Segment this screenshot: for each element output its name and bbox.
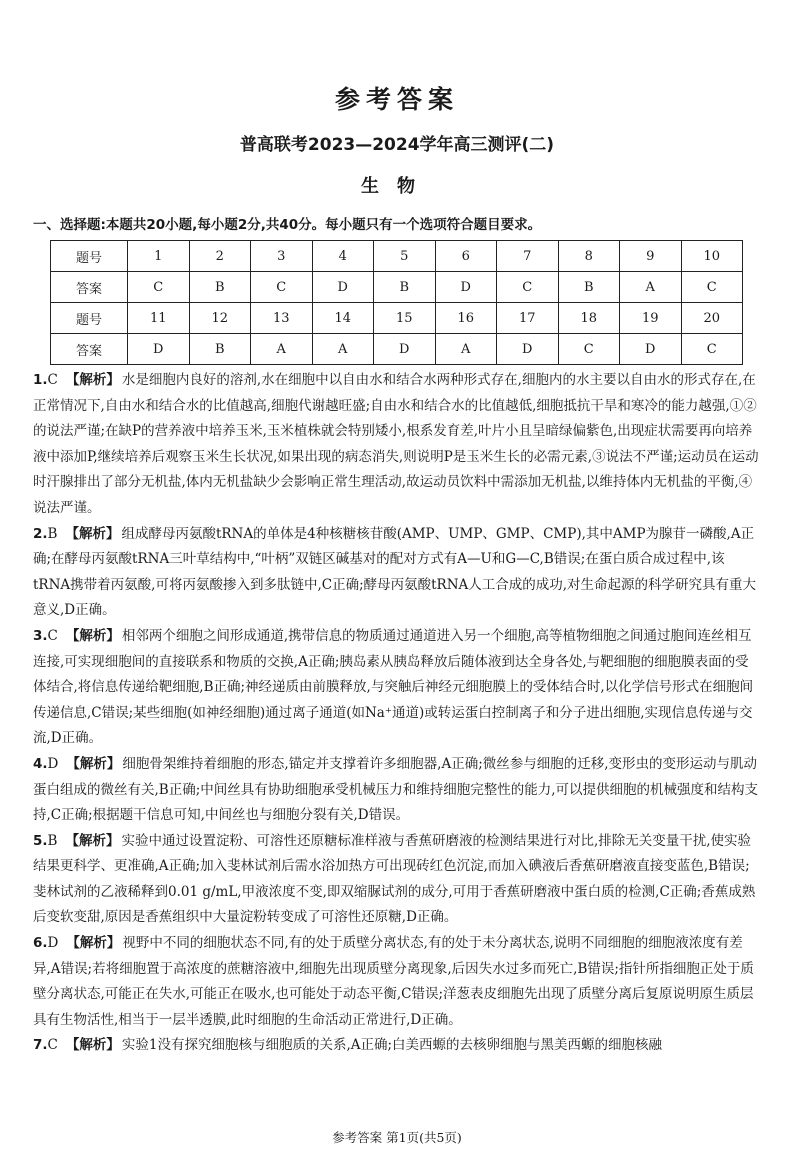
explanation-item (33, 1033, 761, 1059)
row-label: 答案 (51, 272, 128, 303)
answer-letter: D (47, 935, 59, 952)
analysis-tag: 【解析】 (65, 372, 120, 388)
table-cell: B (189, 334, 251, 365)
table-cell: C (251, 272, 313, 303)
question-number: 3. (33, 627, 48, 644)
table-cell: D (374, 334, 436, 365)
table-cell: 13 (251, 303, 313, 334)
answer-letter: B (47, 525, 58, 542)
analysis-tag: 【解析】 (65, 525, 120, 542)
explanation-item (33, 931, 761, 1033)
table-cell: C (497, 272, 559, 303)
table-cell: A (312, 334, 374, 365)
table-cell: C (681, 272, 743, 303)
explanation-text: 视野中不同的细胞状态不同,有的处于质壁分离状态,有的处于未分离状态,说明不同细胞的细胞液浓度有差异,A错误;若将细胞置于高浓度的蔗糖溶液中,细胞先出现质壁分离现象,后因失水过多而死亡,B错误;指针所指细胞正处于质壁分离状态,可能正在失水,可能正在吸水,也可能处于动态平衡,C错误;洋葱表皮细胞先出现了质壁分离后复原说明原生质层具有生物活性,相当于一层半透膜,此时细胞的生命活动正常进行,D正确。 (33, 935, 754, 1028)
table-row (51, 241, 743, 272)
table-cell: B (558, 272, 620, 303)
table-cell: D (620, 334, 682, 365)
table-cell: A (251, 334, 313, 365)
table-cell: C (681, 334, 743, 365)
table-cell: 2 (189, 241, 251, 272)
table-cell: 3 (251, 241, 313, 272)
explanation-item (33, 752, 761, 829)
question-number: 5. (33, 832, 48, 849)
analysis-tag: 【解析】 (66, 755, 121, 772)
answer-letter: C (47, 627, 58, 644)
explanation-text: 细胞骨架维持着细胞的形态,锚定并支撑着许多细胞器,A正确;微丝参与细胞的迁移,变形虫的变形运动与肌动蛋白组成的微丝有关,B正确;中间丝具有协助细胞承受机械压力和维持细胞完整性的能力,可以提供细胞的机械强度和结构支持,C正确;根据题干信息可知,中间丝也与细胞分裂有关,D错误。 (33, 755, 759, 824)
answer-letter: C (47, 1037, 58, 1054)
table-row (51, 303, 743, 334)
analysis-tag: 【解析】 (65, 627, 120, 644)
table-cell: 11 (128, 303, 190, 334)
explanations (33, 368, 761, 1059)
table-cell: 19 (620, 303, 682, 334)
analysis-tag: 【解析】 (65, 1037, 120, 1054)
table-cell: 1 (128, 241, 190, 272)
table-cell: 15 (374, 303, 436, 334)
table-row (51, 334, 743, 365)
table-cell: 9 (620, 241, 682, 272)
table-cell: 14 (312, 303, 374, 334)
analysis-tag: 【解析】 (65, 832, 120, 849)
table-cell: 17 (497, 303, 559, 334)
table-cell: 5 (374, 241, 436, 272)
answer-table (50, 240, 743, 365)
table-cell: 4 (312, 241, 374, 272)
table-cell: C (128, 272, 190, 303)
explanation-item (33, 829, 761, 931)
subject-title: 生物 (361, 176, 433, 197)
page-title: 参考答案 (334, 85, 459, 114)
analysis-tag: 【解析】 (66, 935, 121, 952)
answer-letter: C (47, 372, 58, 388)
table-cell: A (620, 272, 682, 303)
explanation-text: 实验中通过设置淀粉、可溶性还原糖标准样液与香蕉研磨液的检测结果进行对比,排除无关变量干扰,使实验结果更科学、更准确,A正确;加入斐林试剂后需水浴加热方可出现砖红色沉淀,而加入碘液后香蕉研磨液直接变蓝色,B错误;斐林试剂的乙液稀释到0.01 g/mL,甲液浓度不变,即双缩脲试剂的成分,可用于香蕉研磨液中蛋白质的检测,C正确;香蕉成熟后变软变甜,原因是香蕉组织中大量淀粉转变成了可溶性还原糖,D正确。 (33, 832, 756, 926)
table-cell: D (312, 272, 374, 303)
question-number: 4. (33, 755, 48, 772)
explanation-text: 相邻两个细胞之间形成通道,携带信息的物质通过通道进入另一个细胞,高等植物细胞之间通过胞间连丝相互连接,可实现细胞间的直接联系和物质的交换,A正确;胰岛素从胰岛释放后随体液到达全身各处,与靶细胞的细胞膜表面的受体结合,将信息传递给靶细胞,B正确;神经递质由前膜释放,与突触后神经元细胞膜上的受体结合时,以化学信号形式在细胞间传递信息,C错误;某些细胞(如神经细胞)通过离子通道(如Na⁺通道)或转运蛋白控制离子和分子进出细胞,实现信息传递与交流,D正确。 (33, 627, 754, 747)
explanation-item (33, 522, 761, 624)
table-cell: C (558, 334, 620, 365)
table-cell: D (497, 334, 559, 365)
table-cell: 12 (189, 303, 251, 334)
table-cell: 7 (497, 241, 559, 272)
answer-letter: D (47, 755, 59, 772)
table-row (51, 272, 743, 303)
row-label: 题号 (51, 241, 128, 272)
table-cell: 6 (435, 241, 497, 272)
answer-letter: B (47, 832, 58, 849)
table-cell: D (128, 334, 190, 365)
section-heading: 一、选择题:本题共20小题,每小题2分,共40分。每小题只有一个选项符合题目要求。 (33, 217, 542, 233)
question-number: 7. (33, 1037, 48, 1054)
question-number: 1. (33, 372, 48, 388)
table-cell: 18 (558, 303, 620, 334)
question-number: 2. (33, 525, 48, 542)
table-cell: 16 (435, 303, 497, 334)
table-cell: D (435, 272, 497, 303)
explanation-text: 实验1没有探究细胞核与细胞质的关系,A正确;白美西螈的去核卵细胞与黑美西螈的细胞核融 (121, 1037, 663, 1054)
table-cell: 8 (558, 241, 620, 272)
explanation-text: 组成酵母丙氨酸tRNA的单体是4种核糖核苷酸(AMP、UMP、GMP、CMP),其中AMP为腺苷一磷酸,A正确;在酵母丙氨酸tRNA三叶草结构中,“叶柄”双链区碱基对的配对方式有A—U和G—C,B错误;在蛋白质合成过程中,该tRNA携带着丙氨酸,可将丙氨酸掺入到多肽链中,C正确;酵母丙氨酸tRNA人工合成的成功,对生命起源的科学研究具有重大意义,D正确。 (33, 525, 757, 619)
explanation-text: 水是细胞内良好的溶剂,水在细胞中以自由水和结合水两种形式存在,细胞内的水主要以自由水的形式存在,在正常情况下,自由水和结合水的比值越高,细胞代谢越旺盛;自由水和结合水的比值越低,细胞抵抗干旱和寒冷的能力越强,①②的说法严谨;在缺P的营养液中培养玉米,玉米植株就会特别矮小,根系发育差,叶片小且呈暗绿偏紫色,出现症状需要再向培养液中添加P,继续培养后观察玉米生长状况,如果出现的病态消失,则说明P是玉米生长的必需元素,③说法不严谨;运动员在运动时汗腺排出了部分无机盐,体内无机盐缺少会影响正常生理活动,故运动员饮料中需添加无机盐,以维持体内无机盐的平衡,④说法严谨。 (33, 372, 759, 516)
explanation-item (33, 368, 761, 522)
table-cell: 20 (681, 303, 743, 334)
row-label: 题号 (51, 303, 128, 334)
explanation-item (33, 624, 761, 752)
table-cell: B (189, 272, 251, 303)
table-cell: 10 (681, 241, 743, 272)
row-label: 答案 (51, 334, 128, 365)
table-cell: A (435, 334, 497, 365)
page-footer: 参考答案 第1页(共5页) (332, 1130, 462, 1145)
table-cell: B (374, 272, 436, 303)
exam-subtitle: 普高联考2023—2024学年高三测评(二) (239, 135, 555, 155)
question-number: 6. (33, 935, 48, 952)
